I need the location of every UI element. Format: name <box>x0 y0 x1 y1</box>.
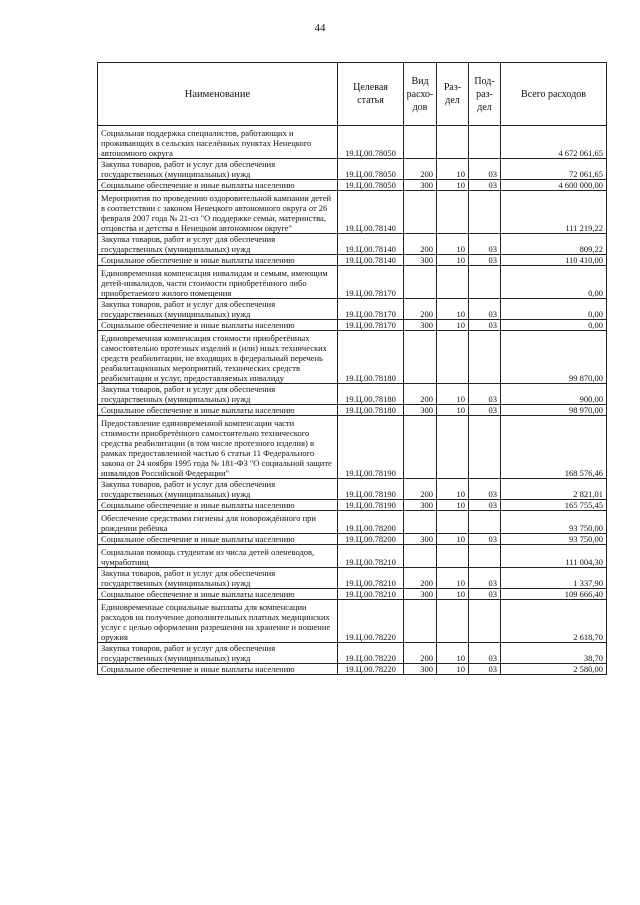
row-name: Социальное обеспечение и иные выплаты населению <box>98 589 338 600</box>
row-target-code: 19.Ц.00.78190 <box>338 500 404 511</box>
row-target-code: 19.Ц.00.78180 <box>338 331 404 384</box>
row-name: Закупка товаров, работ и услуг для обеспечения государственных (муниципальных) нужд <box>98 299 338 320</box>
page-number: 44 <box>314 22 326 34</box>
row-total: 1 337,90 <box>501 568 607 589</box>
table-row <box>98 643 607 664</box>
row-kind: 200 <box>404 299 437 320</box>
row-kind: 200 <box>404 479 437 500</box>
row-subsection: 03 <box>469 568 501 589</box>
table-row <box>98 405 607 416</box>
row-subsection <box>469 191 501 234</box>
row-name: Закупка товаров, работ и услуг для обеспечения государственных (муниципальных) нужд <box>98 568 338 589</box>
row-kind: 200 <box>404 384 437 405</box>
table-row <box>98 320 607 331</box>
row-section: 10 <box>437 479 469 500</box>
table-row <box>98 159 607 180</box>
row-section: 10 <box>437 180 469 191</box>
row-section: 10 <box>437 299 469 320</box>
row-target-code: 19.Ц.00.78050 <box>338 126 404 159</box>
row-target-code: 19.Ц.00.78220 <box>338 664 404 675</box>
row-target-code: 19.Ц.00.78050 <box>338 180 404 191</box>
row-section: 10 <box>437 384 469 405</box>
row-total: 0,00 <box>501 299 607 320</box>
table-row <box>98 331 607 384</box>
row-section: 10 <box>437 500 469 511</box>
row-section <box>437 266 469 299</box>
header-section: Раз-дел <box>437 63 469 126</box>
table-row <box>98 299 607 320</box>
row-total: 38,70 <box>501 643 607 664</box>
header-name: Наименование <box>98 63 338 126</box>
row-subsection: 03 <box>469 299 501 320</box>
row-kind <box>404 545 437 568</box>
row-target-code: 19.Ц.00.78140 <box>338 255 404 266</box>
row-name: Закупка товаров, работ и услуг для обеспечения государственных (муниципальных) нужд <box>98 643 338 664</box>
row-section <box>437 331 469 384</box>
row-target-code: 19.Ц.00.78170 <box>338 299 404 320</box>
row-target-code: 19.Ц.00.78180 <box>338 405 404 416</box>
row-kind: 300 <box>404 589 437 600</box>
table-row <box>98 126 607 159</box>
row-total: 110 410,00 <box>501 255 607 266</box>
header-target: Целевая статья <box>338 63 404 126</box>
row-kind <box>404 416 437 479</box>
row-section: 10 <box>437 643 469 664</box>
row-section: 10 <box>437 568 469 589</box>
row-name: Единовременная компенсация инвалидам и семьям, имеющим детей-инвалидов, части стоимости приобретённого либо приобретаемого жилого помещения <box>98 266 338 299</box>
row-kind: 200 <box>404 159 437 180</box>
row-total: 165 755,45 <box>501 500 607 511</box>
row-section <box>437 191 469 234</box>
row-total: 109 666,40 <box>501 589 607 600</box>
row-section <box>437 545 469 568</box>
row-total: 0,00 <box>501 320 607 331</box>
table-row <box>98 266 607 299</box>
row-target-code: 19.Ц.00.78210 <box>338 568 404 589</box>
row-kind <box>404 511 437 534</box>
row-kind <box>404 266 437 299</box>
row-subsection <box>469 126 501 159</box>
budget-table <box>97 62 607 675</box>
row-subsection: 03 <box>469 589 501 600</box>
row-subsection <box>469 266 501 299</box>
row-total: 111 219,22 <box>501 191 607 234</box>
row-subsection <box>469 416 501 479</box>
row-name: Обеспечение средствами гигиены для новорождённого при рождении ребёнка <box>98 511 338 534</box>
row-total: 99 870,00 <box>501 331 607 384</box>
row-section <box>437 416 469 479</box>
row-total: 168 576,46 <box>501 416 607 479</box>
row-subsection: 03 <box>469 405 501 416</box>
row-total: 809,22 <box>501 234 607 255</box>
row-total: 98 970,00 <box>501 405 607 416</box>
row-kind: 300 <box>404 255 437 266</box>
row-section: 10 <box>437 589 469 600</box>
table-row <box>98 384 607 405</box>
table-row <box>98 534 607 545</box>
row-section: 10 <box>437 234 469 255</box>
row-target-code: 19.Ц.00.78170 <box>338 320 404 331</box>
row-total: 2 580,00 <box>501 664 607 675</box>
row-target-code: 19.Ц.00.78140 <box>338 191 404 234</box>
header-total: Всего расходов <box>501 63 607 126</box>
row-subsection <box>469 511 501 534</box>
row-name: Социальное обеспечение и иные выплаты населению <box>98 180 338 191</box>
row-target-code: 19.Ц.00.78180 <box>338 384 404 405</box>
row-kind: 200 <box>404 568 437 589</box>
row-section <box>437 600 469 643</box>
row-name: Единовременные социальные выплаты для компенсации расходов на получение дополнительных платных медицинских услуг с целью оформления разрешения на хранение и ношение оружия <box>98 600 338 643</box>
row-total: 2 821,01 <box>501 479 607 500</box>
row-section: 10 <box>437 664 469 675</box>
table-row <box>98 511 607 534</box>
row-name: Социальная поддержка специалистов, работающих и проживающих в сельских населённых пунктах Ненецкого автономного округа <box>98 126 338 159</box>
row-name: Социальное обеспечение и иные выплаты населению <box>98 500 338 511</box>
row-subsection: 03 <box>469 159 501 180</box>
row-target-code: 19.Ц.00.78220 <box>338 643 404 664</box>
row-subsection: 03 <box>469 664 501 675</box>
table-row <box>98 568 607 589</box>
row-target-code: 19.Ц.00.78050 <box>338 159 404 180</box>
header-subsection: Под-раз-дел <box>469 63 501 126</box>
row-name: Социальное обеспечение и иные выплаты населению <box>98 534 338 545</box>
row-subsection: 03 <box>469 479 501 500</box>
row-name: Закупка товаров, работ и услуг для обеспечения государственных (муниципальных) нужд <box>98 384 338 405</box>
table-row <box>98 664 607 675</box>
row-target-code: 19.Ц.00.78200 <box>338 534 404 545</box>
row-section <box>437 511 469 534</box>
row-kind: 300 <box>404 180 437 191</box>
row-target-code: 19.Ц.00.78210 <box>338 589 404 600</box>
table-row <box>98 180 607 191</box>
row-subsection: 03 <box>469 534 501 545</box>
row-name: Социальное обеспечение и иные выплаты населению <box>98 405 338 416</box>
row-target-code: 19.Ц.00.78140 <box>338 234 404 255</box>
header-kind: Вид расхо-дов <box>404 63 437 126</box>
row-name: Мероприятия по проведению оздоровительной кампании детей в соответствии с законом Ненецкого автономного округа от 26 февраля 2007 года № 21-оз "О поддержке семьи, материнства, отцовства и детства в Ненецком автономном округе" <box>98 191 338 234</box>
row-kind: 300 <box>404 500 437 511</box>
row-name: Социальное обеспечение и иные выплаты населению <box>98 320 338 331</box>
row-name: Социальное обеспечение и иные выплаты населению <box>98 664 338 675</box>
row-name: Единовременная компенсация стоимости приобретённых самостоятельно протезных изделий и (или) иных технических средств реабилитации, не входящих в федеральный перечень реабилитационных мероприятий, технических средств реабилитации и услуг, предоставляемых инвалиду <box>98 331 338 384</box>
table-row <box>98 545 607 568</box>
row-target-code: 19.Ц.00.78220 <box>338 600 404 643</box>
row-section: 10 <box>437 534 469 545</box>
row-subsection: 03 <box>469 180 501 191</box>
row-name: Социальная помощь студентам из числа детей оленеводов, чумработниц <box>98 545 338 568</box>
row-section: 10 <box>437 159 469 180</box>
row-section: 10 <box>437 255 469 266</box>
table-header <box>98 63 607 126</box>
row-target-code: 19.Ц.00.78200 <box>338 511 404 534</box>
row-total: 93 750,00 <box>501 534 607 545</box>
table-row <box>98 234 607 255</box>
row-kind <box>404 126 437 159</box>
row-total: 0,00 <box>501 266 607 299</box>
row-target-code: 19.Ц.00.78170 <box>338 266 404 299</box>
table-body <box>98 126 607 675</box>
row-target-code: 19.Ц.00.78210 <box>338 545 404 568</box>
row-section <box>437 126 469 159</box>
row-total: 2 618,70 <box>501 600 607 643</box>
row-kind <box>404 331 437 384</box>
table-row <box>98 191 607 234</box>
table-row <box>98 600 607 643</box>
table-row <box>98 479 607 500</box>
row-kind <box>404 191 437 234</box>
row-name: Предоставление единовременной компенсации части стоимости приобретённого самостоятельно технического средства реабилитации (в том числе протезного изделия) в рамках предоставленной частью 6 статьи 11 Федерального закона от 24 ноября 1995 года № 181-ФЗ "О социальной защите инвалидов Российской Федерации" <box>98 416 338 479</box>
row-subsection <box>469 600 501 643</box>
row-kind: 300 <box>404 664 437 675</box>
table-row <box>98 589 607 600</box>
row-kind <box>404 600 437 643</box>
row-total: 111 004,30 <box>501 545 607 568</box>
row-subsection: 03 <box>469 643 501 664</box>
row-kind: 200 <box>404 643 437 664</box>
row-subsection: 03 <box>469 234 501 255</box>
row-total: 72 061,65 <box>501 159 607 180</box>
table-row <box>98 416 607 479</box>
row-kind: 300 <box>404 405 437 416</box>
row-subsection: 03 <box>469 320 501 331</box>
row-kind: 300 <box>404 534 437 545</box>
row-subsection <box>469 545 501 568</box>
row-total: 4 672 061,65 <box>501 126 607 159</box>
row-target-code: 19.Ц.00.78190 <box>338 479 404 500</box>
row-name: Социальное обеспечение и иные выплаты населению <box>98 255 338 266</box>
row-section: 10 <box>437 405 469 416</box>
row-section: 10 <box>437 320 469 331</box>
table-row <box>98 255 607 266</box>
table-row <box>98 500 607 511</box>
row-subsection <box>469 331 501 384</box>
row-total: 4 600 000,00 <box>501 180 607 191</box>
row-total: 93 750,00 <box>501 511 607 534</box>
row-subsection: 03 <box>469 500 501 511</box>
row-name: Закупка товаров, работ и услуг для обеспечения государственных (муниципальных) нужд <box>98 234 338 255</box>
row-name: Закупка товаров, работ и услуг для обеспечения государственных (муниципальных) нужд <box>98 159 338 180</box>
row-subsection: 03 <box>469 255 501 266</box>
row-kind: 200 <box>404 234 437 255</box>
row-target-code: 19.Ц.00.78190 <box>338 416 404 479</box>
row-kind: 300 <box>404 320 437 331</box>
row-subsection: 03 <box>469 384 501 405</box>
row-name: Закупка товаров, работ и услуг для обеспечения государственных (муниципальных) нужд <box>98 479 338 500</box>
row-total: 900,00 <box>501 384 607 405</box>
